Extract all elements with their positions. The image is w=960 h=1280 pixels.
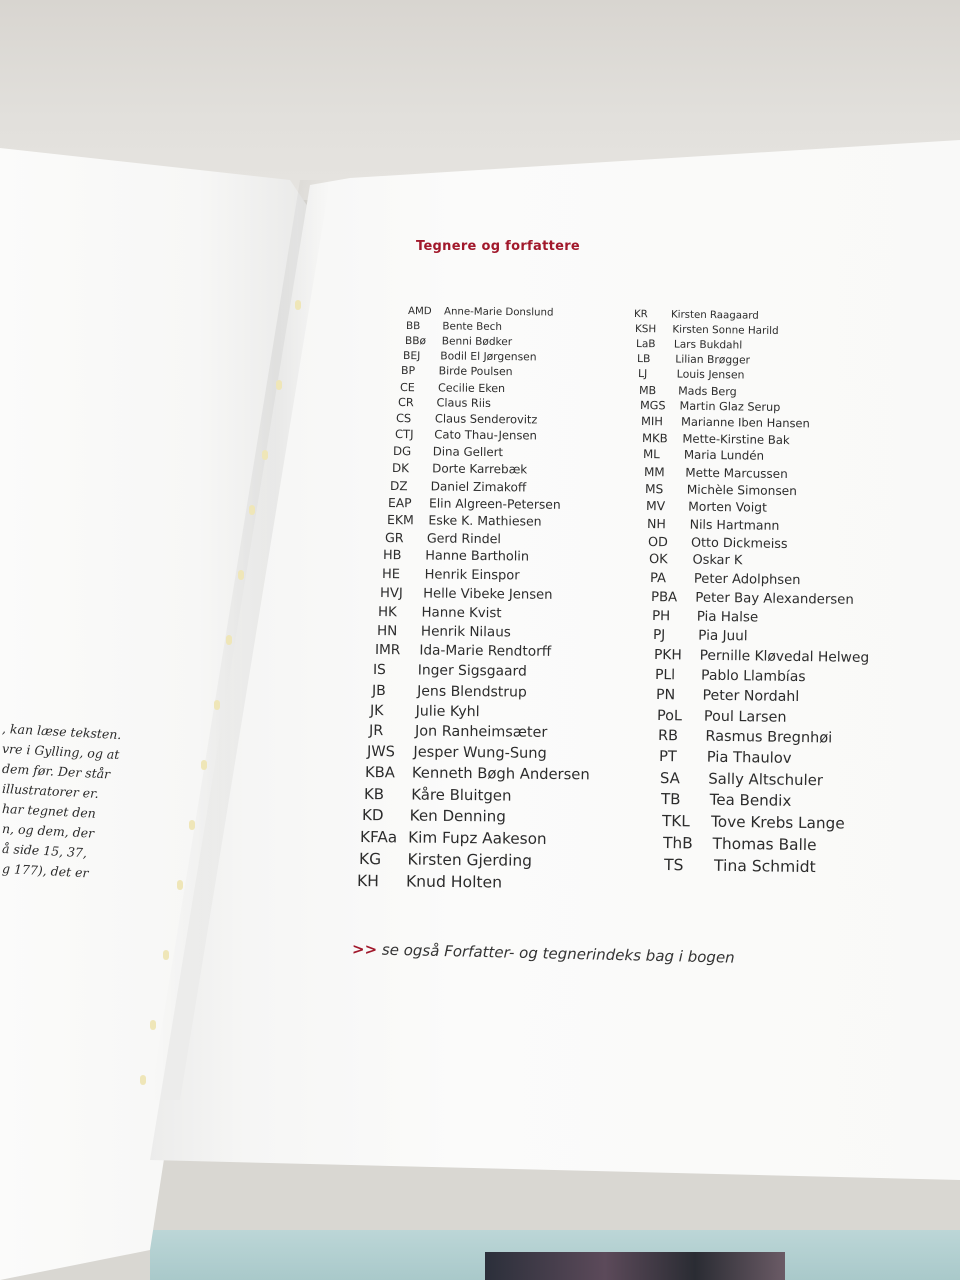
contributor-entry [403,348,537,364]
contributor-name: Nils Hartmann [689,516,780,533]
contributor-name: Cato Thau-Jensen [434,427,537,443]
contributor-entry [357,874,502,891]
contributor-abbreviation: NH [646,515,666,532]
contributor-entry [660,771,823,788]
contributor-abbreviation: PN [655,687,676,704]
see-also-text: se også Forfatter- og tegnerindeks bag i bogen [381,940,735,967]
contributor-entry [646,500,767,514]
binding-stitch [276,380,282,390]
left-page-line: å side 15, 37, [1,840,88,861]
binding-stitch [163,950,169,960]
contributor-entry [651,591,854,607]
contributor-abbreviation: EKM [386,512,414,528]
contributor-name: Dorte Karrebæk [431,461,527,477]
contributor-name: Hanne Kvist [421,605,503,622]
contributor-abbreviation: MS [644,481,664,497]
contributor-entry [643,449,764,463]
contributor-name: Hanne Bartholin [425,548,530,565]
contributor-abbreviation: MB [638,383,657,397]
contributor-entry [380,587,553,602]
contributor-entry [656,688,799,704]
left-page-line: dem før. Der står [1,760,111,782]
contributor-entry [658,747,792,767]
contributor-name: Henrik Nilaus [420,623,511,641]
contributor-entry [405,336,512,348]
contributor-entry [373,661,528,680]
contributor-abbreviation: DK [391,460,409,475]
contributor-entry [646,515,780,533]
contributor-entry [378,606,502,621]
contributor-abbreviation: LaB [635,338,656,351]
contributor-abbreviation: MKB [641,430,668,445]
contributor-name: Elin Algreen-Petersen [429,496,562,512]
left-page-line: har tegnet den [1,800,97,821]
contributor-abbreviation: JB [371,682,386,699]
contributor-entry [362,808,506,825]
contributor-name: Cecilie Eken [437,380,505,395]
contributor-abbreviation: PA [649,571,667,587]
contributor-name: Ida-Marie Rendtorff [419,642,552,661]
contributor-abbreviation: DG [393,443,412,459]
contributor-abbreviation: KD [361,806,384,825]
contributor-name: Poul Larsen [703,708,787,726]
contributor-entry [406,321,502,332]
contributor-entry [395,429,537,442]
contributor-abbreviation: KG [358,849,381,869]
contributor-name: Pia Thaulov [706,748,792,767]
contributor-abbreviation: GR [384,530,404,546]
contributor-name: Oskar K [692,552,743,569]
contributor-name: Kirsten Gjerding [407,850,532,870]
contributor-abbreviation: LB [636,351,651,366]
contributor-entry [652,610,758,625]
contributor-abbreviation: SA [659,769,681,788]
contributor-name: Mads Berg [678,384,737,398]
contributor-abbreviation: HN [376,622,398,640]
contributor-abbreviation: IMR [375,642,401,659]
contributor-abbreviation: PBA [650,589,678,606]
contributor-entry [653,629,748,644]
contributor-entry [370,704,480,719]
contributor-name: Mette Marcussen [685,465,788,481]
contributor-abbreviation: HK [378,604,398,621]
contributor-abbreviation: HE [381,567,400,583]
contributor-entry [658,729,832,746]
contributor-name: Inger Sigsgaard [418,662,528,680]
contributor-name: Michèle Simonsen [686,482,798,499]
contributor-abbreviation: JWS [366,742,395,761]
contributor-entry [390,480,526,494]
contributor-name: Ken Denning [409,806,506,826]
contributor-entry [636,351,751,367]
contributor-abbreviation: PJ [652,627,666,644]
contributor-name: Claus Riis [436,396,492,411]
contributor-entry [641,430,790,447]
contributor-entry [662,833,817,854]
see-also-arrows: >> [351,940,378,959]
binding-stitch [295,300,301,310]
binding-stitch [226,635,232,645]
contributor-name: Sally Altschuler [708,769,824,790]
contributor-abbreviation: KBA [365,763,396,781]
contributor-entry [375,644,551,660]
contributor-entry [664,858,816,876]
contributor-name: Peter Adolphsen [693,571,801,589]
contributor-entry [398,397,491,409]
contributor-entry [657,709,787,725]
contributor-name: Louis Jensen [676,367,745,382]
contributor-abbreviation: PLl [654,667,676,684]
contributor-entry [655,668,806,684]
contributor-abbreviation: LJ [637,367,648,381]
contributor-entry [408,307,554,319]
contributor-entry [400,382,505,394]
contributor-name: Pernille Kløvedal Helweg [699,647,870,666]
contributor-abbreviation: MM [643,464,665,480]
contributor-name: Lilian Brøgger [675,352,751,367]
contributor-entry [360,827,547,848]
contributor-entry [366,742,547,762]
contributor-name: Daniel Zimakoff [430,479,527,495]
contributor-abbreviation: BB [406,320,421,333]
contributor-entry [372,684,527,700]
binding-stitch [189,820,195,830]
binding-stitch [177,880,183,890]
contributor-abbreviation: HVJ [379,586,403,602]
left-page-line: illustratorer er. [1,780,100,801]
left-page-text [2,722,122,882]
contributor-name: Benni Bødker [441,335,512,349]
contributor-entry [661,792,792,809]
contributor-name: Pia Halse [696,609,759,626]
contributor-abbreviation: KH [356,872,380,891]
page-heading: Tegnere og forfattere [416,239,581,254]
contributor-name: Jens Blendstrup [416,683,527,701]
left-page-line: , kan læse teksten. [1,720,122,743]
contributor-name: Bente Bech [442,320,503,334]
contributor-abbreviation: OD [647,533,668,549]
cover-illustration-strip [485,1252,785,1280]
contributor-abbreviation: MV [645,499,666,514]
contributor-abbreviation: CTJ [394,427,414,442]
contributor-abbreviation: TB [660,790,681,809]
contributor-entry [387,514,542,528]
contributor-abbreviation: EAP [388,495,412,511]
contributor-name: Marianne Iben Hansen [680,414,810,431]
contributor-abbreviation: TKL [661,811,690,831]
contributor-name: Jon Ranheimsæter [414,723,547,742]
contributor-entry [396,413,538,426]
contributor-abbreviation: PH [651,608,671,625]
contributor-name: Kirsten Sonne Harild [672,323,779,338]
binding-stitch [249,505,255,515]
left-page-line: vre i Gylling, og at [1,740,120,762]
contributor-name: Kenneth Bøgh Andersen [412,764,591,784]
contributor-abbreviation: DZ [389,478,408,493]
contributor-name: Kirsten Raagaard [670,309,759,322]
contributor-entry [388,497,561,511]
contributor-abbreviation: JK [370,702,384,719]
contributor-name: Jesper Wung-Sung [413,743,547,762]
contributor-abbreviation: BEJ [403,348,421,363]
contributor-abbreviation: BBø [404,335,426,348]
contributor-entry [391,460,527,477]
contributor-entry [383,550,529,564]
contributor-entry [634,310,759,322]
contributor-entry [648,551,743,569]
contributor-abbreviation: PT [658,747,677,766]
contributor-name: Morten Voigt [688,499,767,515]
contributor-name: Pablo Llambías [700,667,806,686]
contributor-abbreviation: AMD [407,306,432,318]
contributor-abbreviation: CS [396,411,412,426]
contributor-entry [639,385,737,397]
binding-stitch [262,450,268,460]
contributor-name: Maria Lundén [683,447,765,463]
contributor-abbreviation: ThB [662,833,693,853]
contributor-name: Kåre Bluitgen [410,785,512,805]
contributor-abbreviation: KR [633,309,648,321]
contributor-name: Kim Fupz Aakeson [408,828,547,848]
contributor-name: Anne-Marie Donslund [443,306,554,319]
contributor-abbreviation: KB [363,784,384,804]
contributor-entry [365,763,591,784]
contributor-entry [385,532,501,546]
contributor-name: Tove Krebs Lange [711,812,845,833]
contributor-name: Bodil El Jørgensen [440,349,537,364]
binding-stitch [214,700,220,710]
contributor-abbreviation: TS [663,856,684,875]
contributor-entry [661,811,845,833]
contributor-name: Henrik Einspor [424,567,520,584]
contributor-entry [644,466,788,480]
contributor-abbreviation: HB [383,548,402,564]
contributor-abbreviation: KFAa [360,827,398,847]
contributor-abbreviation: MIH [640,414,663,429]
contributor-name: Julie Kyhl [415,703,480,720]
left-page-line: g 177), det er [1,860,89,881]
contributor-name: Gerd Rindel [426,530,502,547]
contributor-name: Dina Gellert [432,444,504,460]
contributor-entry [393,443,504,460]
binding-stitch [201,760,207,770]
contributor-abbreviation: OK [648,551,668,568]
contributor-entry [401,366,513,378]
contributor-name: Lars Bukdahl [673,338,743,352]
contributor-name: Pia Juul [698,627,748,645]
contributor-entry [645,483,797,497]
binding-stitch [150,1020,156,1030]
contributor-name: Eske K. Mathiesen [427,512,542,530]
contributor-abbreviation: BP [401,364,416,378]
contributor-abbreviation: IS [373,661,387,678]
contributor-name: Helle Vibeke Jensen [423,586,553,603]
contributor-name: Tea Bendix [709,791,792,811]
contributor-entry [647,533,788,551]
contributor-abbreviation: CE [399,380,415,394]
contributor-name: Claus Senderovitz [435,411,538,427]
contributor-name: Peter Bay Alexandersen [695,590,854,608]
contributor-entry [376,622,511,641]
contributor-entry [363,784,512,805]
left-page-line: n, og dem, der [1,820,95,841]
contributor-name: Otto Dickmeiss [690,534,788,551]
contributor-abbreviation: ML [642,447,660,462]
contributor-entry [650,572,801,587]
contributor-abbreviation: RB [657,728,679,745]
contributor-name: Birde Poulsen [439,364,514,379]
contributor-entry [653,646,870,666]
contributor-abbreviation: KSH [634,323,657,336]
contributor-name: Tina Schmidt [713,856,816,877]
contributor-name: Thomas Balle [712,834,817,854]
contributor-abbreviation: MGS [639,399,666,413]
contributor-abbreviation: PoL [656,707,683,724]
contributor-name: Mette-Kirstine Bak [682,431,790,447]
contributor-entry [358,849,532,870]
contributor-abbreviation: CR [398,396,414,410]
contributor-entry [368,724,546,740]
contributor-name: Peter Nordahl [702,687,800,706]
contributor-name: Rasmus Bregnhøi [705,728,833,747]
contributor-name: Martin Glaz Serup [679,399,781,415]
binding-stitch [238,570,244,580]
contributor-entry [640,400,781,413]
contributor-entry [382,568,520,582]
binding-stitch [140,1075,146,1085]
contributor-entry [638,369,745,381]
contributor-name: Knud Holten [405,872,503,892]
contributor-abbreviation: JR [368,723,383,740]
contributor-abbreviation: PKH [653,646,682,663]
contributor-entry [636,339,742,351]
